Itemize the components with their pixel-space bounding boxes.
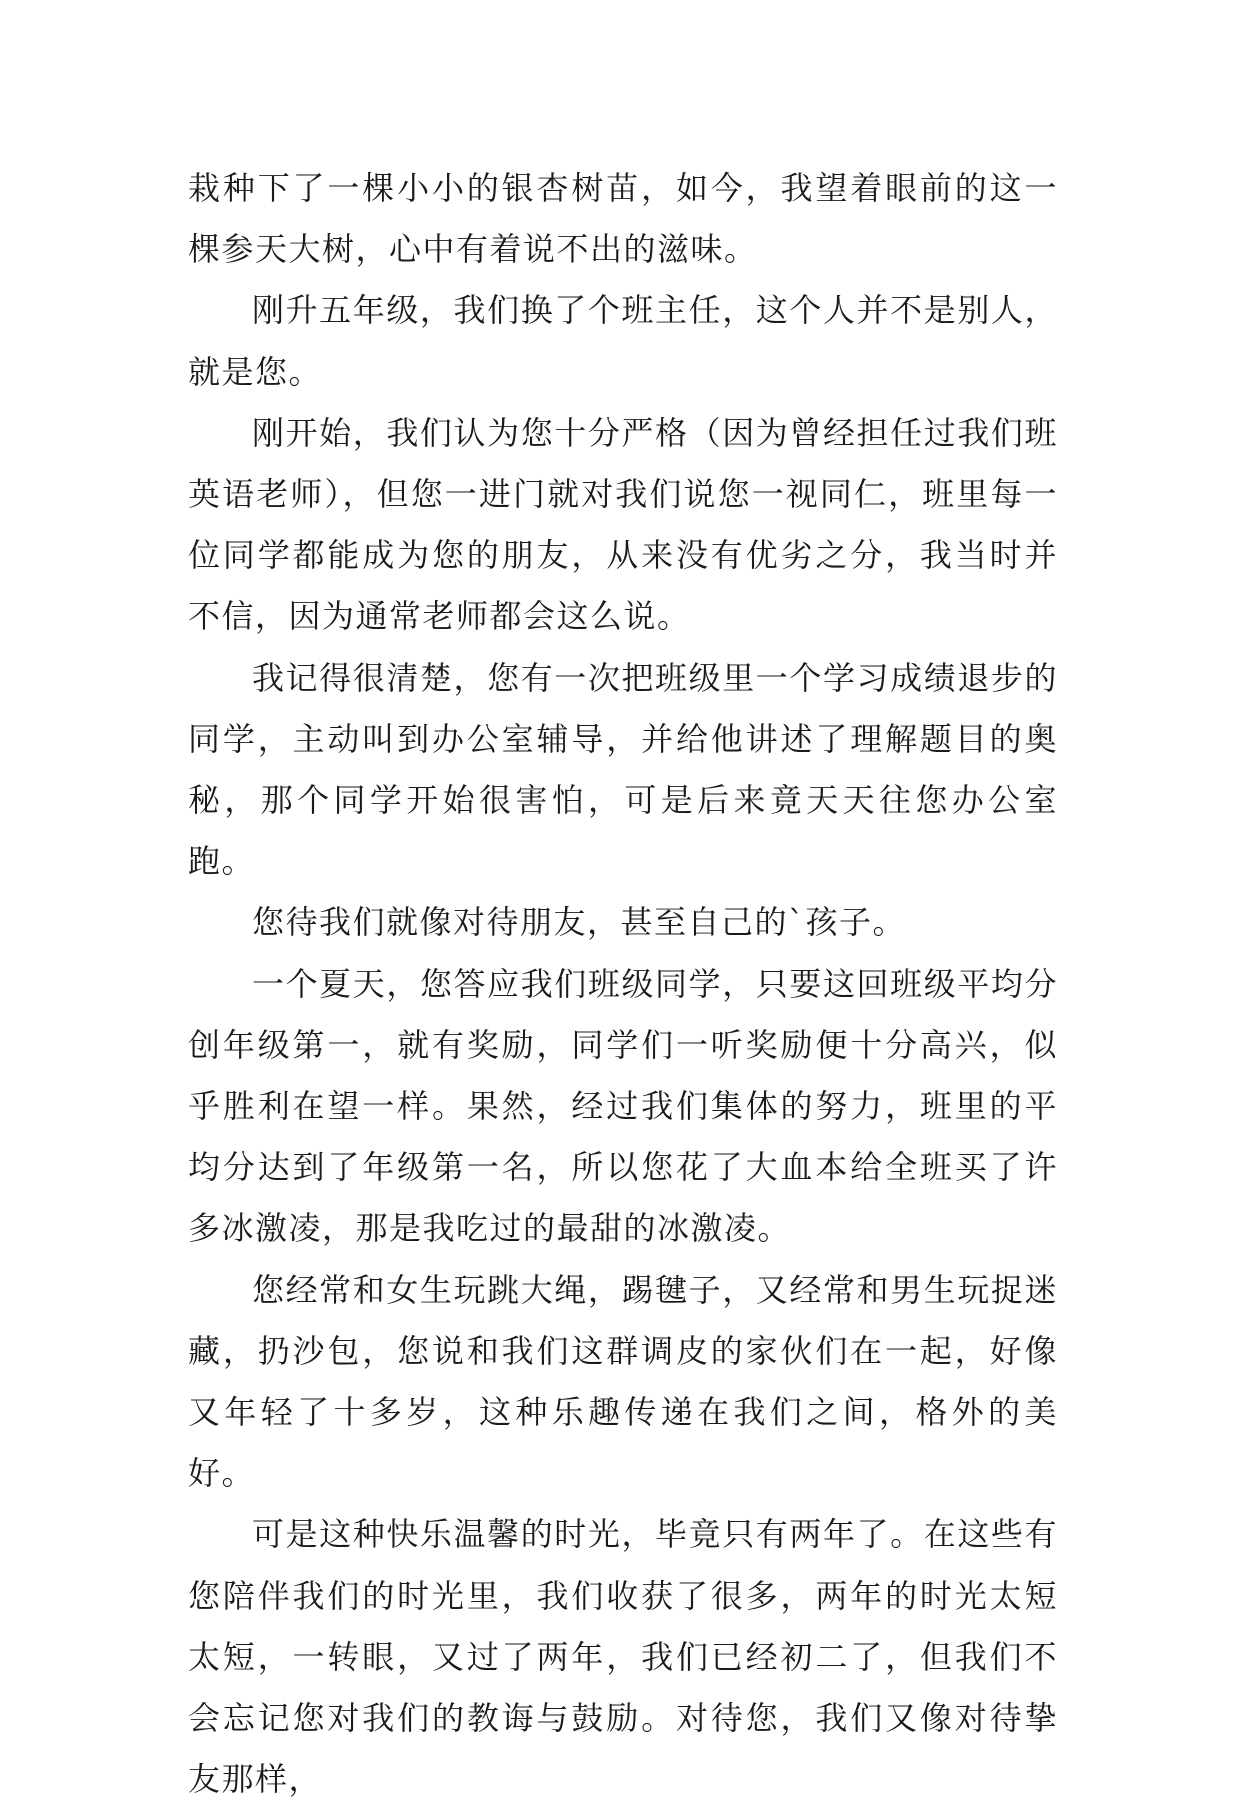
paragraph: 可是这种快乐温馨的时光，毕竟只有两年了。在这些有您陪伴我们的时光里，我们收获了很多，两年的时光太短太短，一转眼，又过了两年，我们已经初二了，但我们不会忘记您对我们的教诲与鼓励。对待您，我们又像对待挚友那样，	[188, 1515, 1058, 1799]
article-body	[188, 158, 1058, 1810]
paragraph: 刚升五年级，我们换了个班主任，这个人并不是别人，就是您。	[188, 291, 1058, 391]
paragraph-continuation: 栽种下了一棵小小的银杏树苗，如今，我望着眼前的这一棵参天大树，心中有着说不出的滋味。	[188, 169, 1058, 269]
paragraph: 刚开始，我们认为您十分严格（因为曾经担任过我们班英语老师），但您一进门就对我们说您一视同仁，班里每一位同学都能成为您的朋友，从来没有优劣之分，我当时并不信，因为通常老师都会这么说。	[188, 413, 1058, 636]
paragraph: 您待我们就像对待朋友，甚至自己的`孩子。	[252, 903, 907, 942]
paragraph: 您经常和女生玩跳大绳，踢毽子，又经常和男生玩捉迷藏，扔沙包，您说和我们这群调皮的家伙们在一起，好像又年轻了十多岁，这种乐趣传递在我们之间，格外的美好。	[188, 1270, 1058, 1493]
paragraph: 一个夏天，您答应我们班级同学，只要这回班级平均分创年级第一，就有奖励，同学们一听奖励便十分高兴，似乎胜利在望一样。果然，经过我们集体的努力，班里的平均分达到了年级第一名，所以您花了大血本给全班买了许多冰激凌，那是我吃过的最甜的冰激凌。	[188, 964, 1058, 1248]
paragraph: 我记得很清楚，您有一次把班级里一个学习成绩退步的同学，主动叫到办公室辅导，并给他讲述了理解题目的奥秘，那个同学开始很害怕，可是后来竟天天往您办公室跑。	[188, 658, 1058, 881]
